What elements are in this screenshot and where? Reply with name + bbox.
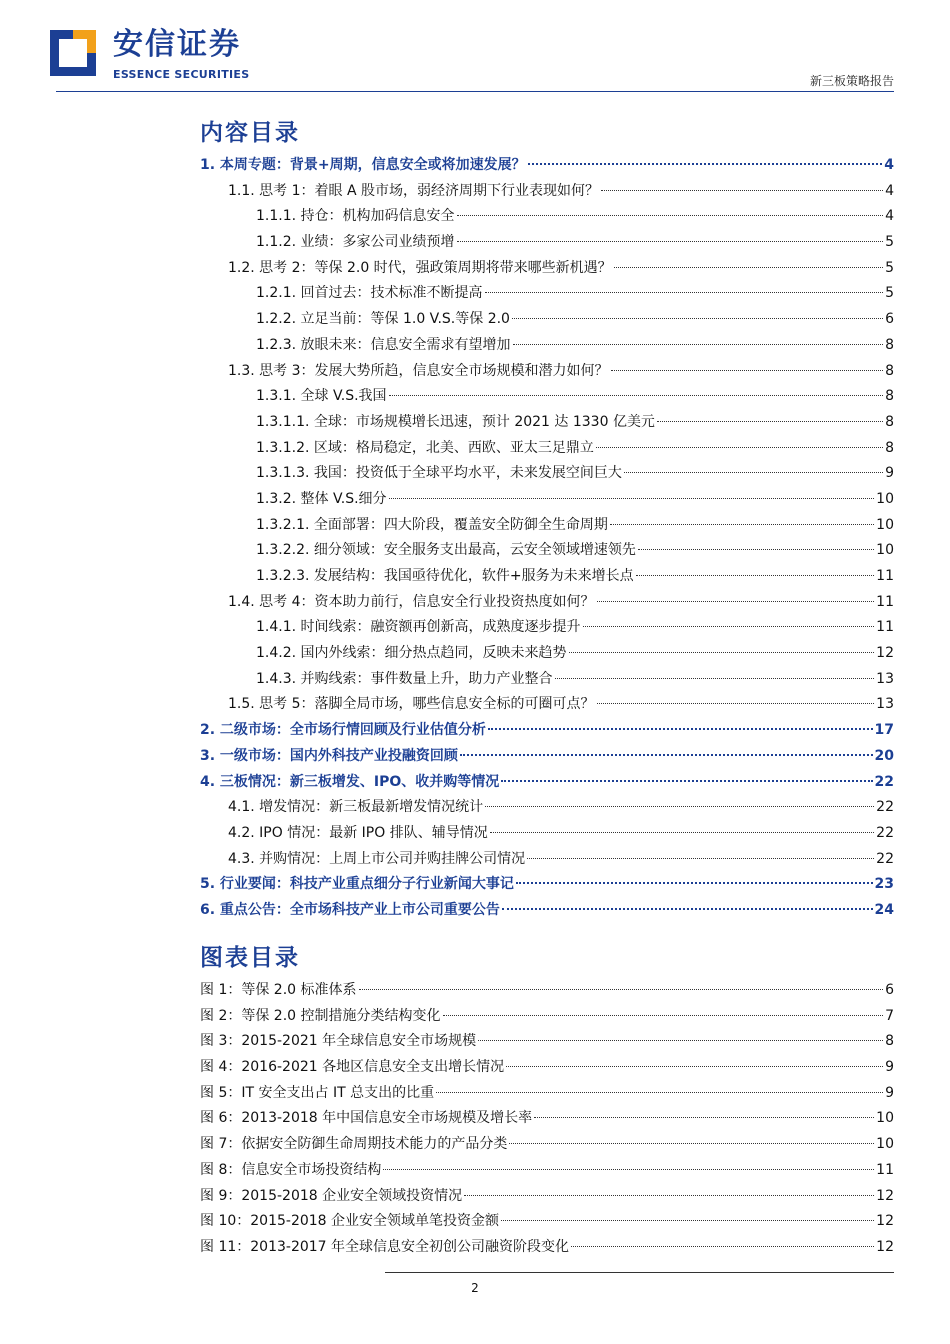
figure-entry[interactable]: 图 8：信息安全市场投资结构 11 bbox=[200, 1161, 894, 1178]
toc-entry[interactable]: 1.3.2.2. 细分领域：安全服务支出最高，云安全领域增速领先 10 bbox=[256, 542, 894, 559]
table-of-contents bbox=[200, 153, 894, 924]
toc-title: 内容目录 bbox=[200, 120, 300, 146]
toc-entry[interactable]: 4. 三板情况：新三板增发、IPO、收并购等情况 22 bbox=[200, 773, 894, 790]
figure-entry[interactable]: 图 1：等保 2.0 标准体系 6 bbox=[200, 982, 894, 998]
figure-entry[interactable]: 图 4：2016-2021 各地区信息安全支出增长情况 9 bbox=[200, 1059, 894, 1076]
figure-entry[interactable]: 图 2：等保 2.0 控制措施分类结构变化 7 bbox=[200, 1007, 894, 1024]
toc-entry[interactable]: 1.3.1.2. 区域：格局稳定，北美、西欧、亚太三足鼎立 8 bbox=[256, 439, 894, 456]
toc-entry[interactable]: 1.3.2.3. 发展结构：我国亟待优化，软件+服务为未来增长点 11 bbox=[256, 568, 894, 584]
toc-entry[interactable]: 1.3.2.1. 全面部署：四大阶段，覆盖安全防御全生命周期 10 bbox=[256, 516, 894, 533]
figures-title: 图表目录 bbox=[200, 945, 300, 971]
header-divider bbox=[56, 91, 894, 92]
toc-entry[interactable]: 2. 二级市场：全市场行情回顾及行业估值分析 17 bbox=[200, 722, 894, 739]
report-type: 新三板策略报告 bbox=[809, 74, 894, 88]
toc-entry[interactable]: 1.4.1. 时间线索：融资额再创新高，成熟度逐步提升 11 bbox=[256, 619, 894, 636]
toc-entry[interactable]: 1.4.3. 并购线索：事件数量上升，助力产业整合 13 bbox=[256, 670, 894, 687]
page-number: 2 bbox=[471, 1281, 479, 1295]
figure-entry[interactable]: 图 9：2015-2018 企业安全领域投资情况 12 bbox=[200, 1187, 894, 1204]
figure-entry[interactable]: 图 3：2015-2021 年全球信息安全市场规模 8 bbox=[200, 1033, 894, 1050]
toc-entry[interactable]: 1.4. 思考 4：资本助力前行，信息安全行业投资热度如何？ 11 bbox=[228, 593, 894, 610]
toc-entry[interactable]: 4.3. 并购情况：上周上市公司并购挂牌公司情况 22 bbox=[228, 850, 894, 867]
figure-entry[interactable]: 图 10：2015-2018 企业安全领域单笔投资金额 12 bbox=[200, 1213, 894, 1230]
toc-entry[interactable]: 6. 重点公告：全市场科技产业上市公司重要公告 24 bbox=[200, 901, 894, 918]
list-of-figures bbox=[200, 978, 894, 1261]
toc-entry[interactable]: 1.4.2. 国内外线索：细分热点趋同，反映未来趋势 12 bbox=[256, 645, 894, 662]
toc-entry[interactable]: 1. 本周专题：背景+周期，信息安全或将加速发展？ 4 bbox=[200, 157, 894, 173]
toc-entry[interactable]: 5. 行业要闻：科技产业重点细分子行业新闻大事记 23 bbox=[200, 876, 894, 893]
toc-entry[interactable]: 1.1.1. 持仓：机构加码信息安全 4 bbox=[256, 208, 894, 225]
page-header bbox=[0, 0, 950, 100]
toc-entry[interactable]: 1.2.3. 放眼未来：信息安全需求有望增加 8 bbox=[256, 336, 894, 353]
figure-entry[interactable]: 图 7：依据安全防御生命周期技术能力的产品分类 10 bbox=[200, 1136, 894, 1153]
toc-entry[interactable]: 1.2. 思考 2：等保 2.0 时代，强政策周期将带来哪些新机遇？ 5 bbox=[228, 259, 894, 276]
toc-entry[interactable]: 1.5. 思考 5：落脚全局市场，哪些信息安全标的可圈可点？ 13 bbox=[228, 696, 894, 713]
company-name-cn: 安信证券 bbox=[113, 27, 241, 62]
figure-entry[interactable]: 图 6：2013-2018 年中国信息安全市场规模及增长率 10 bbox=[200, 1110, 894, 1127]
essence-logo-icon bbox=[50, 30, 96, 76]
toc-entry[interactable]: 1.2.1. 回首过去：技术标准不断提高 5 bbox=[256, 285, 894, 302]
footer-divider bbox=[385, 1272, 894, 1273]
figure-entry[interactable]: 图 11：2013-2017 年全球信息安全初创公司融资阶段变化 12 bbox=[200, 1238, 894, 1255]
toc-entry[interactable]: 1.3. 思考 3：发展大势所趋，信息安全市场规模和潜力如何？ 8 bbox=[228, 362, 894, 379]
toc-entry[interactable]: 1.2.2. 立足当前：等保 1.0 V.S.等保 2.0 6 bbox=[256, 311, 894, 328]
toc-entry[interactable]: 1.1. 思考 1：着眼 A 股市场，弱经济周期下行业表现如何？ 4 bbox=[228, 182, 894, 199]
toc-entry[interactable]: 4.2. IPO 情况：最新 IPO 排队、辅导情况 22 bbox=[228, 824, 894, 841]
toc-entry[interactable]: 3. 一级市场：国内外科技产业投融资回顾 20 bbox=[200, 747, 894, 764]
toc-entry[interactable]: 1.3.2. 整体 V.S.细分 10 bbox=[256, 490, 894, 507]
toc-entry[interactable]: 1.1.2. 业绩：多家公司业绩预增 5 bbox=[256, 234, 894, 251]
toc-entry[interactable]: 4.1. 增发情况：新三板最新增发情况统计 22 bbox=[228, 799, 894, 816]
toc-entry[interactable]: 1.3.1. 全球 V.S.我国 8 bbox=[256, 388, 894, 405]
toc-entry[interactable]: 1.3.1.3. 我国：投资低于全球平均水平，未来发展空间巨大 9 bbox=[256, 465, 894, 482]
figure-entry[interactable]: 图 5：IT 安全支出占 IT 总支出的比重 9 bbox=[200, 1084, 894, 1101]
company-name-en: ESSENCE SECURITIES bbox=[113, 68, 250, 81]
toc-entry[interactable]: 1.3.1.1. 全球：市场规模增长迅速，预计 2021 达 1330 亿美元 8 bbox=[256, 413, 894, 430]
